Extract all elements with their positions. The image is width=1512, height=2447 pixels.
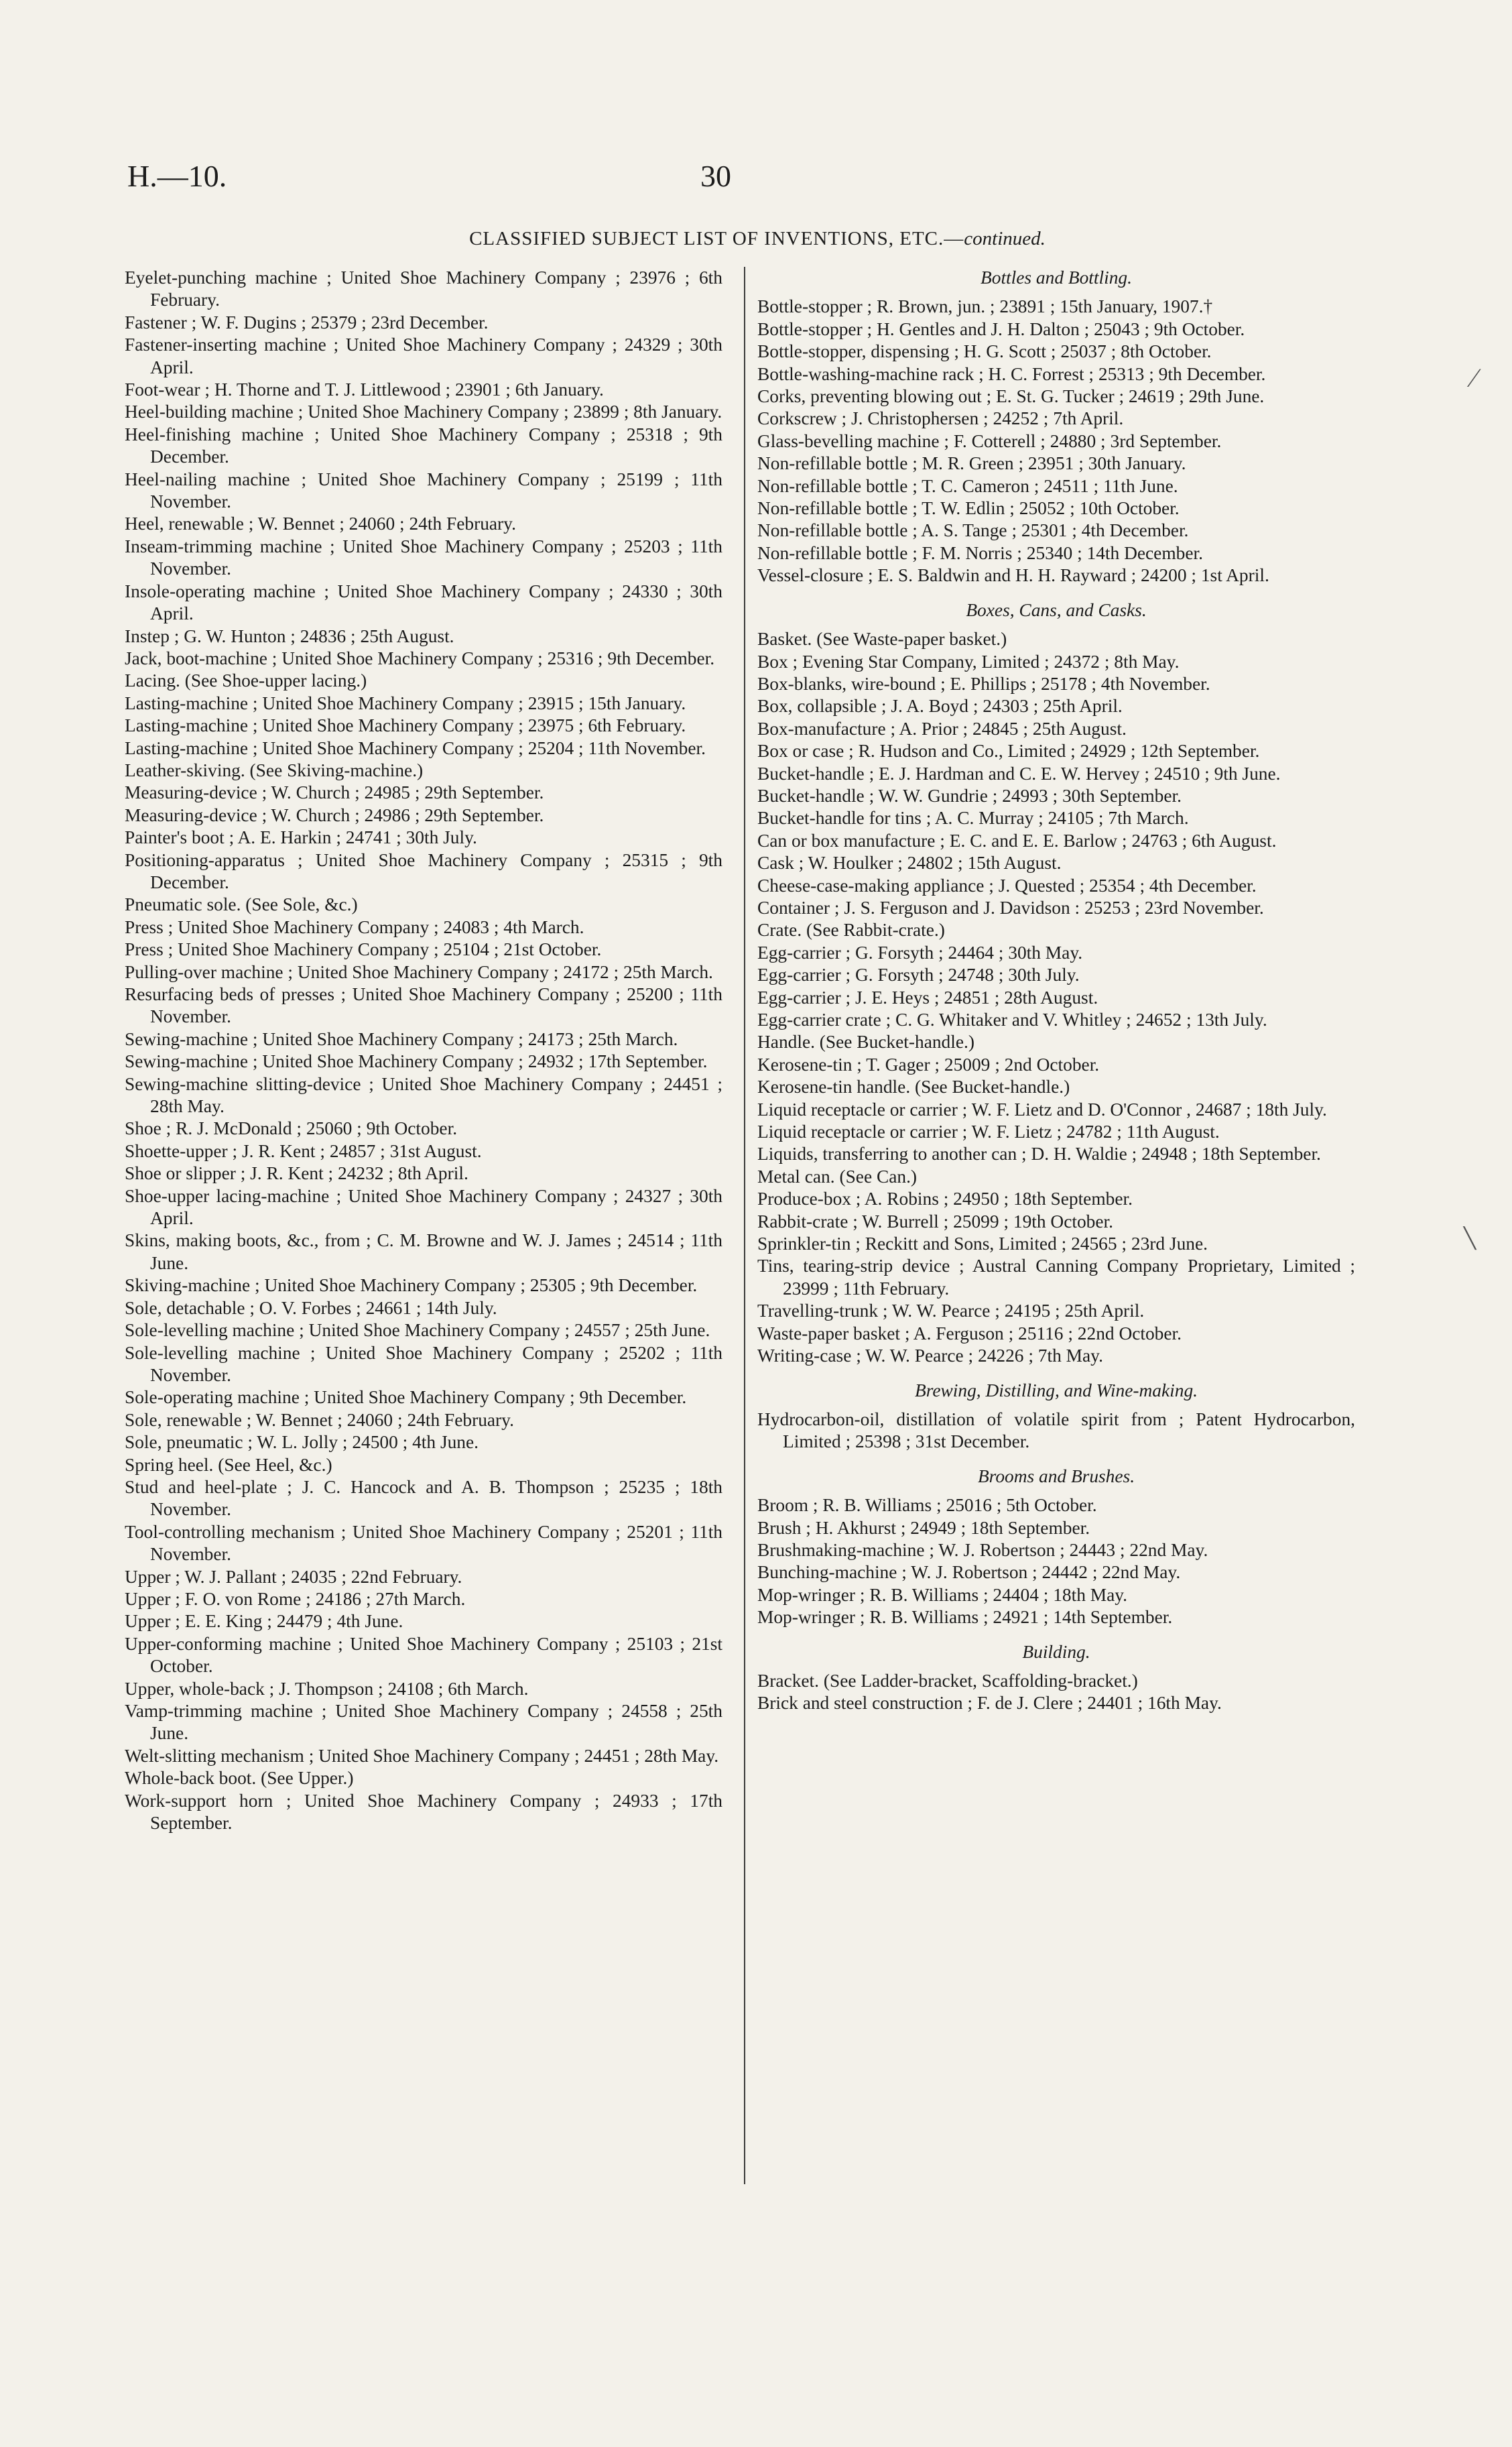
list-item: Bottle-washing-machine rack ; H. C. Forrest ; 25313 ; 9th December.: [757, 363, 1266, 384]
list-item: Writing-case ; W. W. Pearce ; 24226 ; 7th May.: [757, 1346, 1103, 1366]
list-item: Press ; United Shoe Machinery Company ; 24083 ; 4th March.: [125, 916, 584, 937]
list-item: Crate. (See Rabbit-crate.): [757, 920, 945, 941]
list-item: Tool-controlling mechanism ; United Shoe Machinery Company ; 25201 ; 11th November.: [125, 1521, 722, 1565]
list-item: Insole-operating machine ; United Shoe Machinery Company ; 24330 ; 30th April.: [125, 581, 722, 624]
list-item: Waste-paper basket ; A. Ferguson ; 25116 ; 22nd October.: [757, 1323, 1182, 1344]
list-item: Shoe or slipper ; J. R. Kent ; 24232 ; 8th April.: [125, 1163, 468, 1184]
list-item: Work-support horn ; United Shoe Machinery Company ; 24933 ; 17th September.: [125, 1790, 722, 1834]
list-item: Egg-carrier ; G. Forsyth ; 24464 ; 30th May.: [757, 942, 1083, 963]
list-item: Container ; J. S. Ferguson and J. Davidson : 25253 ; 23rd November.: [757, 897, 1264, 918]
list-item: Heel-building machine ; United Shoe Machinery Company ; 23899 ; 8th January.: [125, 402, 722, 422]
list-item: Instep ; G. W. Hunton ; 24836 ; 25th August.: [125, 625, 454, 646]
list-item: Fastener ; W. F. Dugins ; 25379 ; 23rd December.: [125, 312, 489, 333]
list-item: Brushmaking-machine ; W. J. Robertson ; 24443 ; 22nd May.: [757, 1539, 1208, 1560]
section-heading: Bottles and Bottling.: [981, 267, 1132, 288]
list-item: Tins, tearing-strip device ; Austral Canning Company Proprietary, Limited ; 23999 ; 11th February.: [757, 1256, 1355, 1299]
section-title-text: CLASSIFIED SUBJECT LIST OF INVENTIONS, ETC.—: [469, 228, 964, 249]
list-item: Egg-carrier crate ; C. G. Whitaker and V. Whitley ; 24652 ; 13th July.: [757, 1010, 1267, 1030]
list-item: Brick and steel construction ; F. de J. Clere ; 24401 ; 16th May.: [757, 1693, 1222, 1714]
left-column: [125, 267, 722, 1834]
list-item: Bunching-machine ; W. J. Robertson ; 24442 ; 22nd May.: [757, 1562, 1181, 1583]
page-number: 30: [700, 159, 731, 193]
list-item: Can or box manufacture ; E. C. and E. E. Barlow ; 24763 ; 6th August.: [757, 830, 1277, 851]
page-code: H.—10.: [127, 159, 227, 193]
list-item: Foot-wear ; H. Thorne and T. J. Littlewood ; 23901 ; 6th January.: [125, 379, 604, 400]
list-item: Lasting-machine ; United Shoe Machinery Company ; 23915 ; 15th January.: [125, 693, 686, 713]
list-item: Measuring-device ; W. Church ; 24986 ; 29th September.: [125, 804, 544, 825]
list-item: Bottle-stopper ; R. Brown, jun. ; 23891 ; 15th January, 1907.†: [757, 296, 1213, 317]
list-item: Bracket. (See Ladder-bracket, Scaffolding-bracket.): [757, 1670, 1138, 1691]
list-item: Leather-skiving. (See Skiving-machine.): [125, 760, 424, 780]
list-item: Bottle-stopper ; H. Gentles and J. H. Dalton ; 25043 ; 9th October.: [757, 318, 1245, 339]
list-item: Corks, preventing blowing out ; E. St. G. Tucker ; 24619 ; 29th June.: [757, 386, 1265, 407]
page-header: [127, 158, 1387, 205]
list-item: Vessel-closure ; E. S. Baldwin and H. H. Rayward ; 24200 ; 1st April.: [757, 565, 1269, 586]
list-item: Skins, making boots, &c., from ; C. M. Browne and W. J. James ; 24514 ; 11th June.: [125, 1230, 722, 1273]
list-item: Non-refillable bottle ; M. R. Green ; 23951 ; 30th January.: [757, 453, 1186, 474]
list-item: Basket. (See Waste-paper basket.): [757, 629, 1007, 650]
list-item: Pneumatic sole. (See Sole, &c.): [125, 894, 358, 915]
list-item: Bucket-handle ; W. W. Gundrie ; 24993 ; 30th September.: [757, 785, 1182, 806]
section-heading: Building.: [1022, 1641, 1090, 1662]
list-item: Travelling-trunk ; W. W. Pearce ; 24195 ; 25th April.: [757, 1301, 1145, 1321]
list-item: Metal can. (See Can.): [757, 1166, 918, 1187]
list-item: Shoe ; R. J. McDonald ; 25060 ; 9th October.: [125, 1118, 458, 1139]
list-item: Upper ; F. O. von Rome ; 24186 ; 27th March.: [125, 1588, 466, 1609]
right-column: [757, 267, 1355, 1715]
list-item: Broom ; R. B. Williams ; 25016 ; 5th October.: [757, 1495, 1097, 1516]
list-item: Upper ; W. J. Pallant ; 24035 ; 22nd February.: [125, 1566, 462, 1587]
list-item: Eyelet-punching machine ; United Shoe Machinery Company ; 23976 ; 6th February.: [125, 267, 722, 310]
list-item: Egg-carrier ; J. E. Heys ; 24851 ; 28th August.: [757, 987, 1098, 1008]
list-item: Jack, boot-machine ; United Shoe Machinery Company ; 25316 ; 9th December.: [125, 648, 715, 668]
list-item: Sewing-machine ; United Shoe Machinery Company ; 24932 ; 17th September.: [125, 1051, 708, 1072]
list-item: Heel-nailing machine ; United Shoe Machinery Company ; 25199 ; 11th November.: [125, 469, 722, 512]
list-item: Sole, renewable ; W. Bennet ; 24060 ; 24th February.: [125, 1409, 514, 1430]
list-item: Inseam-trimming machine ; United Shoe Machinery Company ; 25203 ; 11th November.: [125, 536, 722, 579]
list-item: Box-blanks, wire-bound ; E. Phillips ; 25178 ; 4th November.: [757, 673, 1210, 694]
list-item: Non-refillable bottle ; T. W. Edlin ; 25052 ; 10th October.: [757, 498, 1180, 519]
list-item: Resurfacing beds of presses ; United Shoe Machinery Company ; 25200 ; 11th November.: [125, 984, 722, 1027]
list-item: Lasting-machine ; United Shoe Machinery Company ; 23975 ; 6th February.: [125, 715, 686, 736]
list-item: Upper, whole-back ; J. Thompson ; 24108 ; 6th March.: [125, 1678, 529, 1699]
list-item: Whole-back boot. (See Upper.): [125, 1768, 354, 1789]
section-heading: Brooms and Brushes.: [977, 1466, 1135, 1486]
list-item: Painter's boot ; A. E. Harkin ; 24741 ; 30th July.: [125, 827, 477, 848]
list-item: Spring heel. (See Heel, &c.): [125, 1454, 332, 1475]
list-item: Pulling-over machine ; United Shoe Machinery Company ; 24172 ; 25th March.: [125, 961, 713, 982]
margin-mark: ╲: [1464, 1228, 1476, 1250]
list-item: Sewing-machine ; United Shoe Machinery Company ; 24173 ; 25th March.: [125, 1028, 678, 1049]
list-item: Vamp-trimming machine ; United Shoe Machinery Company ; 24558 ; 25th June.: [125, 1701, 722, 1744]
list-item: Non-refillable bottle ; F. M. Norris ; 25340 ; 14th December.: [757, 542, 1203, 563]
list-item: Welt-slitting mechanism ; United Shoe Machinery Company ; 24451 ; 28th May.: [125, 1745, 719, 1766]
list-item: Sprinkler-tin ; Reckitt and Sons, Limited ; 24565 ; 23rd June.: [757, 1234, 1208, 1254]
list-item: Egg-carrier ; G. Forsyth ; 24748 ; 30th July.: [757, 965, 1080, 986]
list-item: Mop-wringer ; R. B. Williams ; 24404 ; 18th May.: [757, 1584, 1128, 1605]
list-item: Corkscrew ; J. Christophersen ; 24252 ; 7th April.: [757, 408, 1124, 429]
list-item: Sewing-machine slitting-device ; United Shoe Machinery Company ; 24451 ; 28th May.: [125, 1073, 722, 1117]
column-divider: [744, 267, 745, 2184]
list-item: Sole-levelling machine ; United Shoe Machinery Company ; 25202 ; 11th November.: [125, 1342, 722, 1385]
list-item: Liquids, transferring to another can ; D. H. Waldie ; 24948 ; 18th September.: [757, 1144, 1321, 1165]
list-item: Produce-box ; A. Robins ; 24950 ; 18th September.: [757, 1189, 1133, 1209]
margin-mark: ⁄: [1472, 363, 1476, 393]
list-item: Upper ; E. E. King ; 24479 ; 4th June.: [125, 1611, 403, 1632]
list-item: Rabbit-crate ; W. Burrell ; 25099 ; 19th October.: [757, 1211, 1113, 1232]
list-item: Bottle-stopper, dispensing ; H. G. Scott ; 25037 ; 8th October.: [757, 341, 1212, 362]
list-item: Kerosene-tin handle. (See Bucket-handle.): [757, 1077, 1070, 1097]
section-heading: Brewing, Distilling, and Wine-making.: [915, 1380, 1198, 1400]
list-item: Box-manufacture ; A. Prior ; 24845 ; 25th August.: [757, 718, 1127, 739]
list-item: Handle. (See Bucket-handle.): [757, 1032, 974, 1053]
list-item: Lasting-machine ; United Shoe Machinery Company ; 25204 ; 11th November.: [125, 737, 706, 758]
list-item: Shoette-upper ; J. R. Kent ; 24857 ; 31st August.: [125, 1140, 482, 1161]
list-item: Stud and heel-plate ; J. C. Hancock and A. B. Thompson ; 25235 ; 18th November.: [125, 1476, 722, 1520]
list-item: Sole, pneumatic ; W. L. Jolly ; 24500 ; 4th June.: [125, 1432, 479, 1453]
list-item: Heel, renewable ; W. Bennet ; 24060 ; 24th February.: [125, 514, 516, 534]
section-heading: Boxes, Cans, and Casks.: [966, 599, 1147, 620]
list-item: Sole, detachable ; O. V. Forbes ; 24661 ; 14th July.: [125, 1297, 497, 1318]
list-item: Press ; United Shoe Machinery Company ; 25104 ; 21st October.: [125, 939, 602, 960]
list-item: Fastener-inserting machine ; United Shoe Machinery Company ; 24329 ; 30th April.: [125, 335, 722, 377]
section-title: [127, 228, 1387, 250]
list-item: Kerosene-tin ; T. Gager ; 25009 ; 2nd October.: [757, 1054, 1100, 1075]
list-item: Non-refillable bottle ; T. C. Cameron ; 24511 ; 11th June.: [757, 475, 1178, 496]
section-title-continued: continued.: [964, 228, 1046, 249]
list-item: Cheese-case-making appliance ; J. Quested ; 25354 ; 4th December.: [757, 875, 1257, 896]
list-item: Cask ; W. Houlker ; 24802 ; 15th August.: [757, 853, 1062, 874]
list-item: Heel-finishing machine ; United Shoe Machinery Company ; 25318 ; 9th December.: [125, 424, 722, 467]
list-item: Liquid receptacle or carrier ; W. F. Lietz ; 24782 ; 11th August.: [757, 1122, 1220, 1142]
list-item: Lacing. (See Shoe-upper lacing.): [125, 670, 367, 691]
list-item: Brush ; H. Akhurst ; 24949 ; 18th September.: [757, 1517, 1090, 1538]
list-item: Skiving-machine ; United Shoe Machinery Company ; 25305 ; 9th December.: [125, 1275, 698, 1296]
list-item: Bucket-handle ; E. J. Hardman and C. E. W. Hervey ; 24510 ; 9th June.: [757, 763, 1281, 784]
list-item: Hydrocarbon-oil, distillation of volatile spirit from ; Patent Hydrocarbon, Limited ; 25398 ; 31st December.: [757, 1409, 1355, 1452]
list-item: Shoe-upper lacing-machine ; United Shoe Machinery Company ; 24327 ; 30th April.: [125, 1185, 722, 1229]
list-item: Non-refillable bottle ; A. S. Tange ; 25301 ; 4th December.: [757, 520, 1189, 541]
list-item: Box ; Evening Star Company, Limited ; 24372 ; 8th May.: [757, 651, 1180, 672]
list-item: Box or case ; R. Hudson and Co., Limited ; 24929 ; 12th September.: [757, 741, 1260, 762]
list-item: Bucket-handle for tins ; A. C. Murray ; 24105 ; 7th March.: [757, 808, 1189, 829]
list-item: Box, collapsible ; J. A. Boyd ; 24303 ; 25th April.: [757, 696, 1123, 717]
list-item: Positioning-apparatus ; United Shoe Machinery Company ; 25315 ; 9th December.: [125, 849, 722, 892]
list-item: Liquid receptacle or carrier ; W. F. Lietz and D. O'Connor , 24687 ; 18th July.: [757, 1099, 1327, 1120]
list-item: Glass-bevelling machine ; F. Cotterell ; 24880 ; 3rd September.: [757, 430, 1222, 451]
list-item: Sole-levelling machine ; United Shoe Machinery Company ; 24557 ; 25th June.: [125, 1320, 710, 1341]
list-item: Sole-operating machine ; United Shoe Machinery Company ; 9th December.: [125, 1387, 687, 1408]
list-item: Mop-wringer ; R. B. Williams ; 24921 ; 14th September.: [757, 1607, 1173, 1628]
list-item: Measuring-device ; W. Church ; 24985 ; 29th September.: [125, 782, 544, 803]
list-item: Upper-conforming machine ; United Shoe Machinery Company ; 25103 ; 21st October.: [125, 1633, 722, 1677]
